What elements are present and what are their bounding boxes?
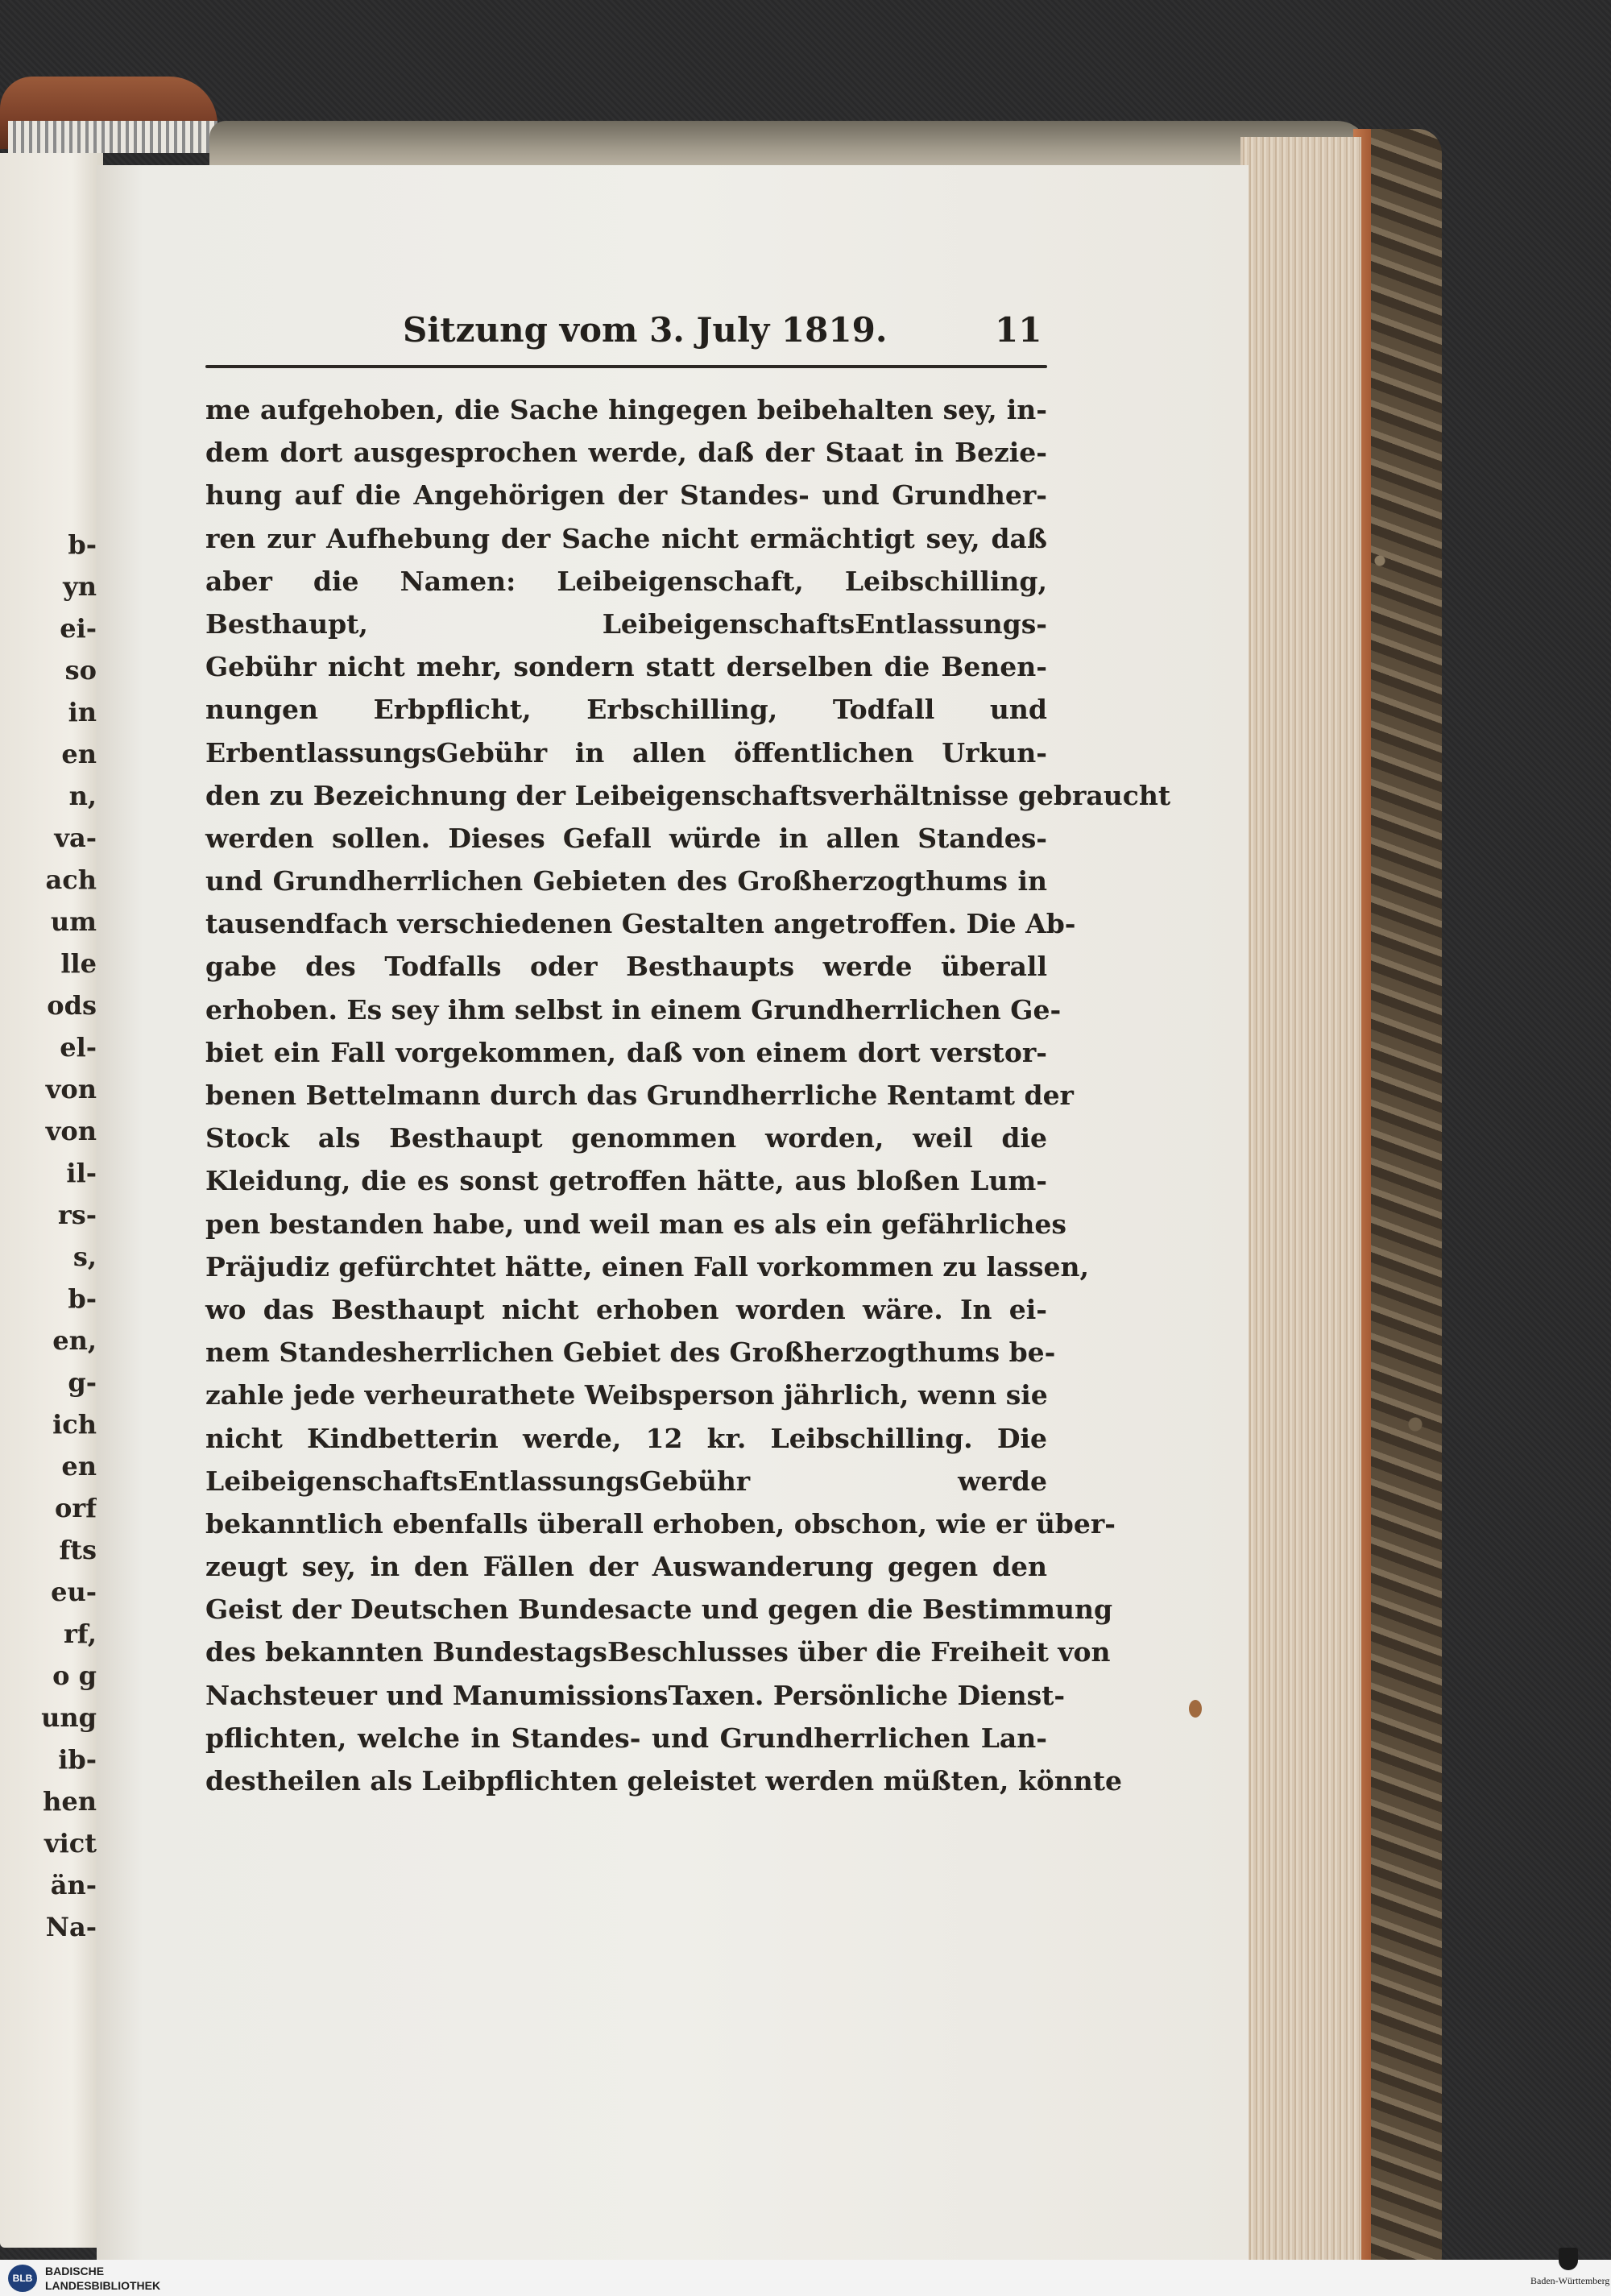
left-text-fragment: ods	[47, 990, 97, 1021]
text-line: ErbentlassungsGebühr in allen öffentlichen Urkun-	[205, 736, 1047, 769]
left-page-text-fragments	[0, 524, 97, 1948]
text-line: zeugt sey, in den Fällen der Auswanderung gegen den	[205, 1551, 1047, 1583]
text-line: LeibeigenschaftsEntlassungsGebühr werde	[205, 1465, 1047, 1497]
text-line: wo das Besthaupt nicht erhoben worden wäre. In ei-	[205, 1293, 1047, 1325]
text-line: pflichten, welche in Standes- und Grundherrlichen Lan-	[205, 1722, 1047, 1754]
left-text-fragment: en	[61, 1451, 97, 1482]
left-text-fragment: hen	[43, 1786, 97, 1817]
text-line: aber die Namen: Leibeigenschaft, Leibschilling,	[205, 565, 1047, 597]
left-text-fragment: von	[45, 1074, 97, 1104]
left-text-fragment: va-	[54, 823, 97, 853]
left-text-fragment: ung	[41, 1702, 97, 1733]
text-line: des bekannten BundestagsBeschlusses über die Freiheit von	[205, 1636, 1111, 1668]
baden-wuerttemberg-label: Baden-Württemberg	[1530, 2275, 1610, 2286]
baden-wuerttemberg-mark	[1530, 2248, 1610, 2288]
left-text-fragment: rf,	[63, 1618, 97, 1649]
text-line: benen Bettelmann durch das Grundherrliche Rentamt der	[205, 1080, 1074, 1111]
left-text-fragment: in	[68, 697, 97, 727]
left-text-fragment: ei-	[60, 613, 97, 644]
text-line: erhoben. Es sey ihm selbst in einem Grundherrlichen Ge-	[205, 993, 1062, 1026]
header-rule	[205, 365, 1047, 368]
text-line: und Grundherrlichen Gebieten des Großherzogthums in	[205, 865, 1047, 897]
running-head	[403, 310, 1047, 367]
left-text-fragment: il-	[66, 1158, 97, 1188]
text-line: biet ein Fall vorgekommen, daß von einem dort verstor-	[205, 1036, 1047, 1068]
left-text-fragment: el-	[60, 1032, 97, 1063]
left-text-fragment: lle	[60, 948, 97, 979]
left-text-fragment: än-	[50, 1870, 97, 1900]
body-text	[205, 388, 1171, 1802]
text-line: Gebühr nicht mehr, sondern statt derselben die Benen-	[205, 651, 1047, 683]
text-line: gabe des Todfalls oder Besthaupts werde überall	[205, 951, 1047, 983]
text-line: pen bestanden habe, und weil man es als ein gefährliches	[205, 1208, 1066, 1240]
library-name	[45, 2264, 160, 2293]
left-text-fragment: yn	[63, 571, 97, 602]
page-number: 11	[995, 310, 1042, 350]
left-text-fragment: eu-	[51, 1577, 97, 1607]
left-page	[0, 153, 103, 2248]
headband-stitching	[8, 121, 217, 153]
text-line: nicht Kindbetterin werde, 12 kr. Leibschilling. Die	[205, 1422, 1047, 1454]
running-head-title: Sitzung vom 3. July 1819.	[403, 310, 888, 350]
text-line: Geist der Deutschen Bundesacte und gegen die Bestimmung	[205, 1594, 1113, 1626]
left-text-fragment: n,	[68, 781, 97, 811]
text-line: den zu Bezeichnung der Leibeigenschaftsverhältnisse gebraucht	[205, 779, 1171, 811]
left-text-fragment: so	[64, 655, 97, 686]
left-text-fragment: s,	[72, 1241, 97, 1272]
text-line: Kleidung, die es sonst getroffen hätte, aus bloßen Lum-	[205, 1165, 1047, 1197]
text-line: ren zur Aufhebung der Sache nicht ermächtigt sey, daß	[205, 522, 1047, 554]
left-text-fragment: b-	[68, 529, 97, 560]
left-text-fragment: Na-	[45, 1912, 97, 1942]
left-text-fragment: g-	[68, 1367, 97, 1398]
text-line: nem Standesherrlichen Gebiet des Großherzogthums be-	[205, 1337, 1056, 1369]
blb-logo: BLB	[8, 2265, 37, 2292]
left-text-fragment: o g	[52, 1660, 97, 1691]
left-text-fragment: von	[45, 1116, 97, 1146]
text-line: destheilen als Leibpflichten geleistet werden müßten, könnte	[205, 1765, 1122, 1797]
paper-stain	[1189, 1700, 1202, 1718]
text-line: me aufgehoben, die Sache hingegen beibehalten sey, in-	[205, 394, 1047, 425]
text-line: Präjudiz gefürchtet hätte, einen Fall vorkommen zu lassen,	[205, 1250, 1089, 1283]
left-text-fragment: vict	[43, 1828, 97, 1859]
left-text-fragment: ib-	[58, 1744, 97, 1775]
text-line: Besthaupt, LeibeigenschaftsEntlassungs-	[205, 607, 1047, 640]
text-line: bekanntlich ebenfalls überall erhoben, obschon, wie er über-	[205, 1507, 1116, 1540]
footer-bar	[0, 2260, 1611, 2296]
left-text-fragment: ich	[52, 1409, 97, 1440]
text-line: Stock als Besthaupt genommen worden, weil die	[205, 1122, 1047, 1154]
text-line: nungen Erbpflicht, Erbschilling, Todfall und	[205, 694, 1047, 726]
left-text-fragment: ach	[45, 864, 97, 895]
left-text-fragment: fts	[59, 1535, 97, 1565]
text-line: tausendfach verschiedenen Gestalten angetroffen. Die Ab-	[205, 908, 1076, 940]
text-line: Nachsteuer und ManumissionsTaxen. Persönliche Dienst-	[205, 1679, 1066, 1711]
left-text-fragment: um	[50, 906, 97, 937]
left-text-fragment: b-	[68, 1283, 97, 1314]
library-name-line1: BADISCHE	[45, 2265, 105, 2277]
crest-icon	[1559, 2248, 1578, 2270]
library-name-line2: LANDESBIBLIOTHEK	[45, 2279, 161, 2292]
left-text-fragment: orf	[55, 1493, 97, 1523]
page-fore-edge	[1240, 137, 1361, 2272]
text-line: werden sollen. Dieses Gefall würde in allen Standes-	[205, 822, 1047, 854]
left-text-fragment: en,	[52, 1325, 97, 1356]
text-line: hung auf die Angehörigen der Standes- und Grundher-	[205, 479, 1047, 512]
left-text-fragment: rs-	[57, 1200, 97, 1230]
text-line: dem dort ausgesprochen werde, daß der Staat in Bezie-	[205, 437, 1047, 469]
text-line: zahle jede verheurathete Weibsperson jährlich, wenn sie	[205, 1379, 1048, 1411]
left-text-fragment: en	[61, 739, 97, 769]
